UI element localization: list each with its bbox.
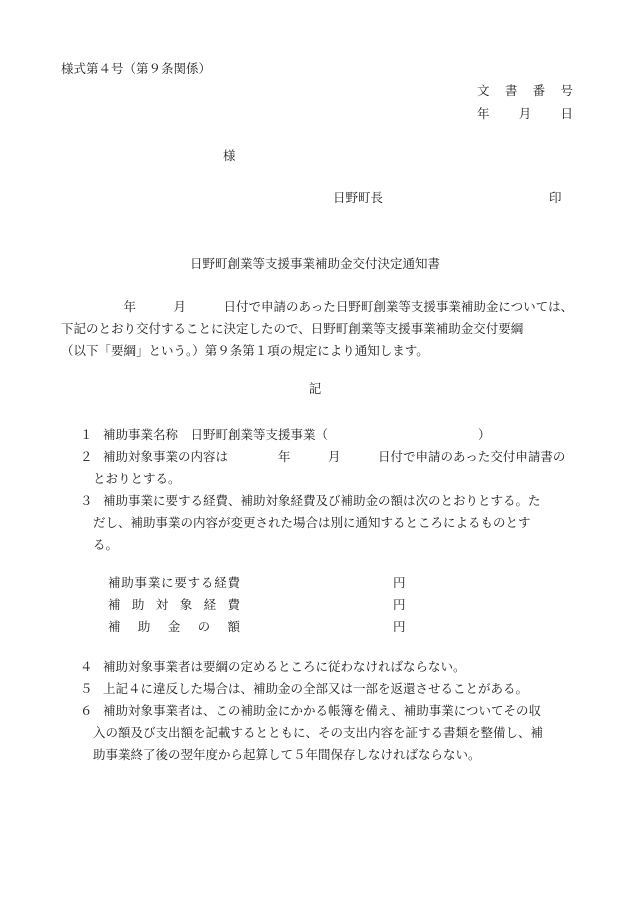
- item-line: 助事業終了後の翌年度から起算して５年間保存しなければならない。: [93, 747, 481, 762]
- list-item: [80, 700, 575, 766]
- item-line: る。: [93, 537, 119, 552]
- addressee: 様: [223, 148, 236, 163]
- expense-label: 補助事業に要する経費: [108, 575, 240, 590]
- item-number: ６: [80, 703, 93, 718]
- expense-unit: 円: [393, 575, 406, 590]
- item-number: ５: [80, 681, 93, 696]
- body-line: 年 月 日付で申請のあった日野町創業等支援事業補助金については、: [61, 299, 574, 314]
- expense-row: [108, 572, 408, 594]
- item-line: 補助対象事業者は要綱の定めるところに従わなければならない。: [103, 659, 466, 674]
- item-line: 補助事業名称 日野町創業等支援事業（ ）: [103, 427, 491, 442]
- body-line: （以下「要綱」という。）第９条第１項の規定により通知します。: [61, 343, 429, 358]
- expense-label: 補助対象経費: [108, 597, 240, 612]
- item-line: 上記４に違反した場合は、補助金の全部又は一部を返還させることがある。: [103, 681, 529, 696]
- seal-mark: 印: [549, 190, 562, 205]
- body-line: 下記のとおり交付することに決定したので、日野町創業等支援事業補助金交付要綱: [61, 321, 524, 336]
- item-line: とおりとする。: [93, 471, 181, 486]
- expense-unit: 円: [393, 619, 406, 634]
- issue-date: 年 月 日: [477, 106, 573, 121]
- item-number: ３: [80, 493, 93, 508]
- list-item: [80, 678, 575, 700]
- item-line: 補助対象事業者は、この補助金にかかる帳簿を備え、補助事業についてその収: [103, 703, 542, 718]
- item-line: 補助対象事業の内容は 年 月 日付で申請のあった交付申請書の: [103, 449, 566, 464]
- item-line: 入の額及び支出額を記載するとともに、その支出内容を証する書類を整備し、補: [93, 725, 544, 740]
- item-number: ４: [80, 659, 93, 674]
- expense-row: [108, 594, 408, 616]
- item-number: １: [80, 427, 93, 442]
- ki-heading: 記: [308, 381, 322, 396]
- document-title: 日野町創業等支援事業補助金交付決定通知書: [189, 256, 440, 271]
- body-paragraph: [61, 296, 575, 362]
- document-number: 文 書 番 号: [477, 83, 573, 98]
- list-item: [80, 424, 575, 446]
- expense-label: 補助金の額: [108, 619, 240, 634]
- item-line: だし、補助事業の内容が変更された場合は別に通知するところによるものとす: [93, 515, 531, 530]
- list-item: [80, 446, 575, 490]
- issuer-name: 日野町長: [333, 190, 384, 205]
- expense-row: [108, 616, 408, 638]
- form-label: 様式第４号（第９条関係）: [61, 61, 212, 76]
- item-line: 補助事業に要する経費、補助対象経費及び補助金の額は次のとおりとする。た: [103, 493, 541, 508]
- list-item: [80, 490, 575, 556]
- list-item: [80, 656, 575, 678]
- expense-unit: 円: [393, 597, 406, 612]
- item-number: ２: [80, 449, 93, 464]
